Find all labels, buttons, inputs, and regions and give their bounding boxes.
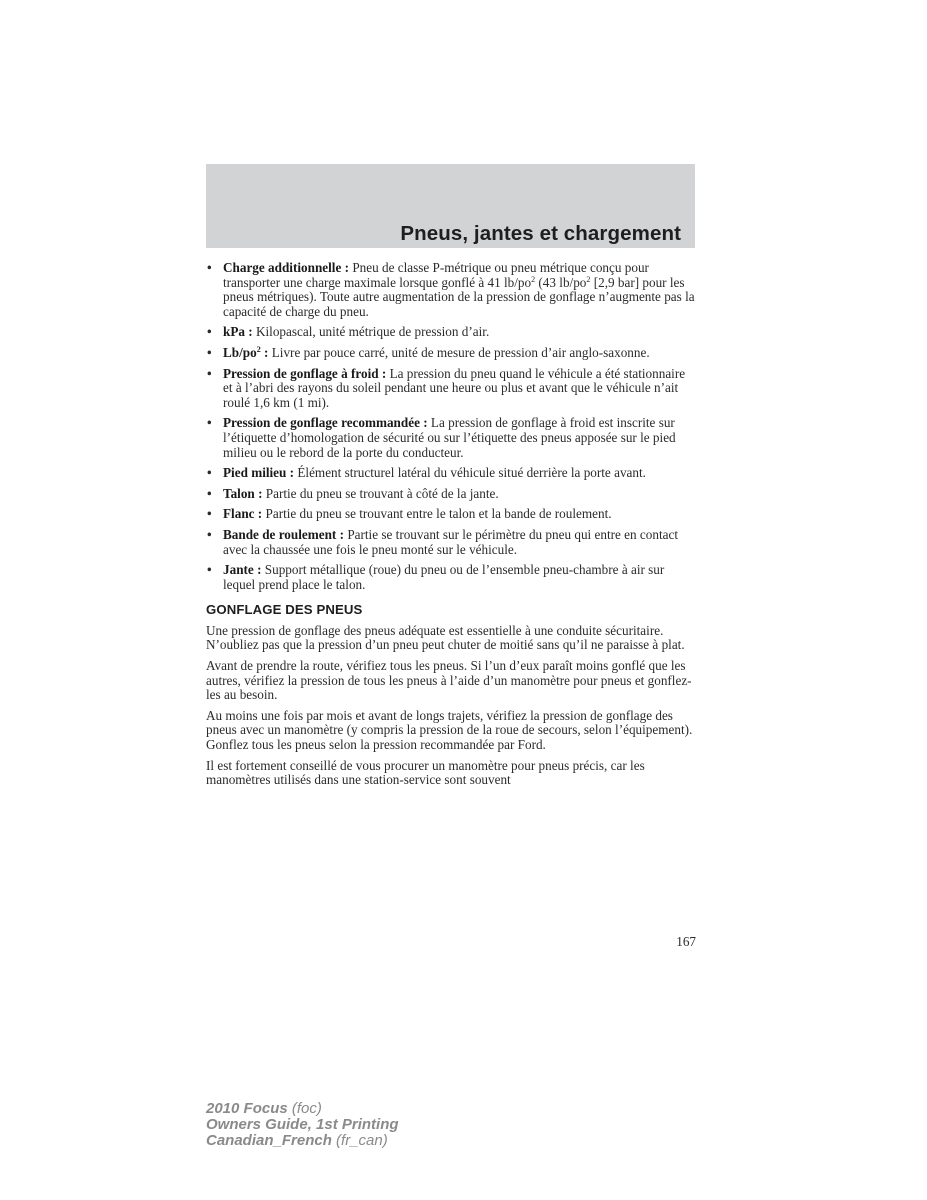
definition-term: Talon : (223, 485, 263, 501)
footer-model-code: (foc) (287, 1100, 322, 1117)
bullet-icon: • (207, 562, 212, 578)
chapter-title: Pneus, jantes et chargement (400, 222, 681, 245)
definition-term: Bande de roulement : (223, 526, 345, 542)
footer-line-guide (206, 1117, 399, 1133)
bullet-icon: • (207, 260, 212, 275)
definition-item-flanc (206, 507, 696, 522)
footer-model: 2010 Focus (206, 1100, 288, 1117)
paragraph: Au moins une fois par mois et avant de longs trajets, vérifiez la pression de gonflage des pneus avec un manomètre (y compris la pression de la roue de secours, selon l’équipement). Gonflez tous les pneus selon la pression recommandée par Ford. (206, 707, 693, 753)
definition-item-pression-froid (206, 367, 696, 411)
term-suffix: : (260, 344, 269, 360)
definition-text: La pression du pneu quand le véhicule a été stationnaire et à l’abri des rayons du soleil pendant une heure ou plus et avant que le véhicule n’ait roulé 1,6 km (1 mi). (223, 365, 686, 410)
definition-item-pied-milieu (206, 466, 696, 481)
definition-text: Livre par pouce carré, unité de mesure de pression d’air anglo-saxonne. (268, 344, 650, 360)
bullet-icon: • (207, 344, 212, 360)
bullet-icon: • (207, 465, 212, 481)
bullet-icon: • (207, 506, 212, 522)
footer-line-model (206, 1101, 399, 1117)
definition-text: Kilopascal, unité métrique de pression d’air. (252, 324, 490, 340)
definition-text: Partie se trouvant sur le périmètre du pneu qui entre en contact avec la chaussée une fois le pneu monté sur le véhicule. (223, 526, 678, 557)
definition-item-kpa (206, 325, 696, 340)
definition-text: [2,9 bar] pour les pneus métriques). Toute autre augmentation de la pression de gonflage n’augmente pas la capacité de charge du pneu. (223, 274, 695, 319)
definition-item-charge-additionnelle (206, 261, 696, 319)
paragraph: Il est fortement conseillé de vous procurer un manomètre pour pneus précis, car les manomètres utilisés dans une station-service sont souvent (206, 757, 645, 788)
definition-term: kPa : (223, 324, 253, 340)
section-heading: GONFLAGE DES PNEUS (206, 602, 363, 618)
print-footer (206, 1101, 399, 1149)
definition-term: Pression de gonflage à froid : (223, 365, 387, 381)
definition-text: Élément structurel latéral du véhicule situé derrière la porte avant. (294, 465, 646, 481)
definition-term (223, 345, 268, 360)
definition-item-jante (206, 563, 696, 592)
definition-item-lb-po2 (206, 346, 696, 361)
definition-term: Pression de gonflage recommandée : (223, 415, 428, 431)
definitions-list (206, 261, 696, 592)
footer-guide: Owners Guide, 1st Printing (206, 1116, 399, 1133)
bullet-icon: • (207, 324, 212, 340)
definition-text: Partie du pneu se trouvant entre le talon et la bande de roulement. (262, 506, 612, 522)
definition-term: Charge additionnelle : (223, 260, 350, 275)
definition-item-bande-roulement (206, 528, 696, 557)
chapter-header-band (206, 164, 695, 248)
superscript: 2 (531, 274, 536, 284)
footer-language: Canadian_French (206, 1132, 332, 1149)
superscript: 2 (586, 274, 591, 284)
term-base: Lb/po (223, 344, 257, 360)
definition-text: Partie du pneu se trouvant à côté de la jante. (262, 485, 499, 501)
bullet-icon: • (207, 365, 212, 381)
page-number: 167 (676, 934, 696, 949)
definition-text: La pression de gonflage à froid est inscrite sur l’étiquette d’homologation de sécurité ou sur l’étiquette des pneus apposée sur le pied milieu ou le rebord de la porte du conducteur. (223, 415, 676, 460)
definition-text: Pneu de classe P-métrique ou pneu métrique conçu pour transporter une charge maximale lorsque gonflé à 41 lb/po (223, 260, 649, 290)
footer-language-code: (fr_can) (331, 1132, 388, 1149)
definition-item-pression-recommandee (206, 416, 696, 460)
definition-term: Flanc : (223, 506, 263, 522)
definition-text: (43 lb/po (535, 274, 587, 290)
paragraph: Une pression de gonflage des pneus adéquate est essentielle à une conduite sécuritaire. N’oubliez pas que la pression d’un pneu peut chuter de moitié sans qu’il ne paraisse à plat. (206, 622, 685, 653)
definition-term: Pied milieu : (223, 465, 295, 481)
bullet-icon: • (207, 415, 212, 431)
definition-item-talon (206, 487, 696, 502)
superscript: 2 (256, 344, 261, 354)
bullet-icon: • (207, 485, 212, 501)
definition-term: Jante : (223, 562, 262, 578)
page-content (206, 261, 696, 794)
footer-line-language (206, 1133, 399, 1149)
bullet-icon: • (207, 526, 212, 542)
paragraph: Avant de prendre la route, vérifiez tous les pneus. Si l’un d’eux paraît moins gonflé que les autres, vérifiez la pression de tous les pneus à l’aide d’un manomètre pour pneus et gonflez-les au besoin. (206, 658, 692, 703)
definition-text: Support métallique (roue) du pneu ou de l’ensemble pneu-chambre à air sur lequel prend place le talon. (223, 562, 665, 592)
